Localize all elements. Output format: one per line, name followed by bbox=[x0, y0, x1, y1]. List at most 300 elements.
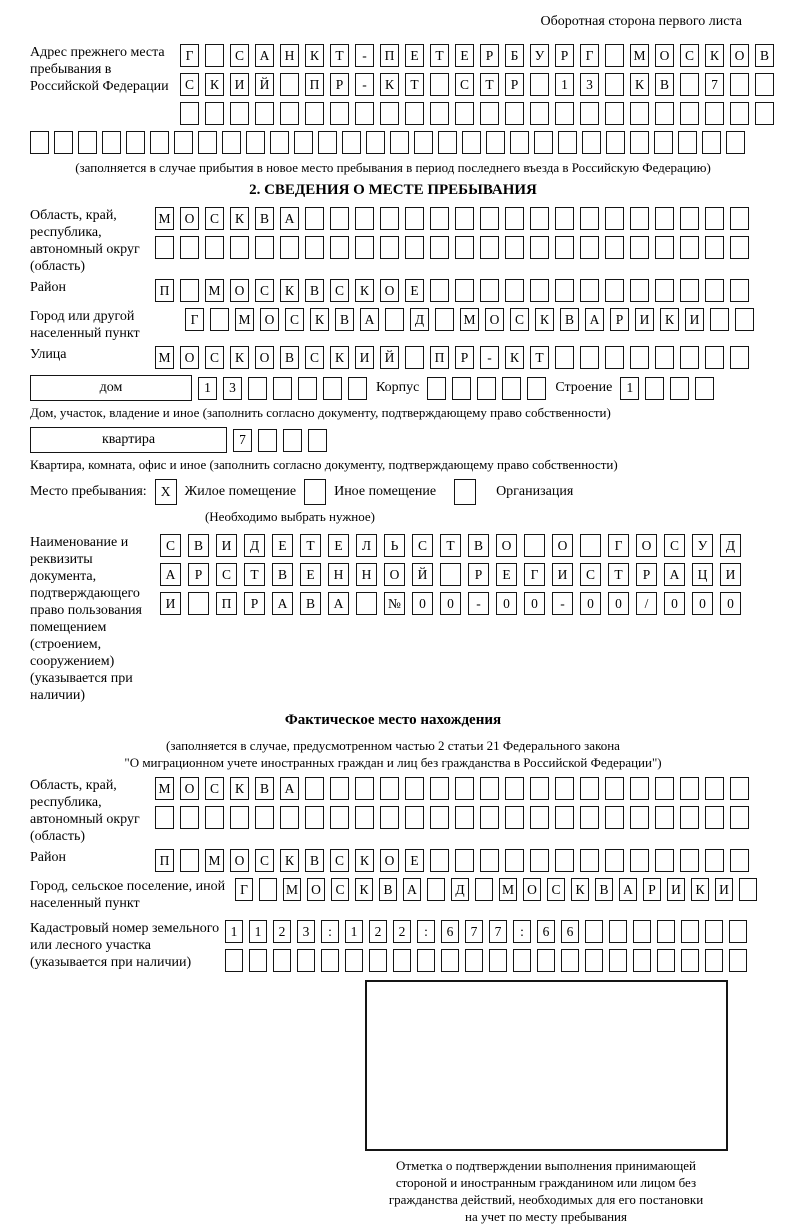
char-cell[interactable]: А bbox=[160, 563, 181, 586]
char-cell[interactable]: 2 bbox=[273, 920, 291, 943]
char-cell[interactable] bbox=[630, 102, 649, 125]
char-cell[interactable]: С bbox=[547, 878, 565, 901]
char-cell[interactable]: М bbox=[460, 308, 479, 331]
char-cell[interactable] bbox=[366, 131, 385, 154]
char-cell[interactable]: С bbox=[160, 534, 181, 557]
house-type-box[interactable]: дом bbox=[30, 375, 192, 401]
char-cell[interactable] bbox=[580, 534, 601, 557]
char-cell[interactable]: О bbox=[496, 534, 517, 557]
char-cell[interactable]: Н bbox=[356, 563, 377, 586]
char-cell[interactable] bbox=[455, 207, 474, 230]
char-cell[interactable]: - bbox=[468, 592, 489, 615]
char-cell[interactable] bbox=[452, 377, 471, 400]
char-cell[interactable] bbox=[630, 346, 649, 369]
char-cell[interactable]: П bbox=[216, 592, 237, 615]
char-cell[interactable] bbox=[605, 102, 624, 125]
char-cell[interactable]: М bbox=[235, 308, 254, 331]
char-cell[interactable]: Е bbox=[328, 534, 349, 557]
char-cell[interactable]: О bbox=[380, 849, 399, 872]
char-cell[interactable]: Р bbox=[505, 73, 524, 96]
char-cell[interactable]: 2 bbox=[393, 920, 411, 943]
char-cell[interactable] bbox=[270, 131, 289, 154]
char-cell[interactable]: - bbox=[355, 44, 374, 67]
char-cell[interactable] bbox=[489, 949, 507, 972]
char-cell[interactable]: М bbox=[205, 279, 224, 302]
char-cell[interactable]: 7 bbox=[705, 73, 724, 96]
char-cell[interactable]: О bbox=[260, 308, 279, 331]
char-cell[interactable]: У bbox=[530, 44, 549, 67]
char-cell[interactable] bbox=[739, 878, 757, 901]
char-cell[interactable] bbox=[249, 949, 267, 972]
char-cell[interactable] bbox=[430, 73, 449, 96]
char-cell[interactable] bbox=[430, 849, 449, 872]
char-cell[interactable] bbox=[585, 920, 603, 943]
char-cell[interactable] bbox=[321, 949, 339, 972]
char-cell[interactable]: В bbox=[272, 563, 293, 586]
char-cell[interactable] bbox=[530, 236, 549, 259]
char-cell[interactable] bbox=[580, 236, 599, 259]
char-cell[interactable] bbox=[475, 878, 493, 901]
char-cell[interactable] bbox=[655, 279, 674, 302]
char-cell[interactable] bbox=[258, 429, 277, 452]
char-cell[interactable]: 3 bbox=[297, 920, 315, 943]
char-cell[interactable] bbox=[305, 102, 324, 125]
char-cell[interactable]: И bbox=[685, 308, 704, 331]
char-cell[interactable] bbox=[280, 102, 299, 125]
char-cell[interactable] bbox=[102, 131, 121, 154]
char-cell[interactable]: Е bbox=[300, 563, 321, 586]
char-cell[interactable] bbox=[174, 131, 193, 154]
char-cell[interactable] bbox=[462, 131, 481, 154]
char-cell[interactable] bbox=[323, 377, 342, 400]
char-cell[interactable] bbox=[255, 236, 274, 259]
char-cell[interactable] bbox=[755, 73, 774, 96]
char-cell[interactable]: С bbox=[664, 534, 685, 557]
char-cell[interactable] bbox=[580, 207, 599, 230]
char-cell[interactable]: 6 bbox=[537, 920, 555, 943]
char-cell[interactable]: А bbox=[272, 592, 293, 615]
char-cell[interactable] bbox=[283, 429, 302, 452]
char-cell[interactable]: 0 bbox=[692, 592, 713, 615]
char-cell[interactable]: Е bbox=[272, 534, 293, 557]
char-cell[interactable]: 1 bbox=[345, 920, 363, 943]
char-cell[interactable]: Е bbox=[405, 279, 424, 302]
char-cell[interactable]: В bbox=[255, 207, 274, 230]
char-cell[interactable] bbox=[655, 207, 674, 230]
char-cell[interactable]: Т bbox=[330, 44, 349, 67]
char-cell[interactable]: Т bbox=[405, 73, 424, 96]
char-cell[interactable] bbox=[430, 207, 449, 230]
char-cell[interactable]: М bbox=[630, 44, 649, 67]
char-cell[interactable] bbox=[729, 920, 747, 943]
char-cell[interactable] bbox=[655, 806, 674, 829]
char-cell[interactable] bbox=[580, 849, 599, 872]
char-cell[interactable]: Р bbox=[555, 44, 574, 67]
char-cell[interactable]: - bbox=[355, 73, 374, 96]
char-cell[interactable]: 0 bbox=[580, 592, 601, 615]
char-cell[interactable] bbox=[630, 131, 649, 154]
char-cell[interactable]: А bbox=[585, 308, 604, 331]
char-cell[interactable] bbox=[222, 131, 241, 154]
char-cell[interactable]: Н bbox=[328, 563, 349, 586]
char-cell[interactable] bbox=[555, 346, 574, 369]
char-cell[interactable] bbox=[561, 949, 579, 972]
char-cell[interactable] bbox=[630, 279, 649, 302]
char-cell[interactable]: С bbox=[305, 346, 324, 369]
char-cell[interactable] bbox=[510, 131, 529, 154]
char-cell[interactable]: : bbox=[513, 920, 531, 943]
char-cell[interactable]: П bbox=[430, 346, 449, 369]
char-cell[interactable]: Г bbox=[185, 308, 204, 331]
char-cell[interactable] bbox=[555, 102, 574, 125]
char-cell[interactable]: И bbox=[715, 878, 733, 901]
char-cell[interactable] bbox=[605, 73, 624, 96]
char-cell[interactable] bbox=[441, 949, 459, 972]
char-cell[interactable] bbox=[78, 131, 97, 154]
char-cell[interactable] bbox=[486, 131, 505, 154]
char-cell[interactable] bbox=[405, 806, 424, 829]
char-cell[interactable] bbox=[155, 806, 174, 829]
char-cell[interactable]: В bbox=[305, 279, 324, 302]
char-cell[interactable]: И bbox=[230, 73, 249, 96]
char-cell[interactable]: О bbox=[730, 44, 749, 67]
char-cell[interactable] bbox=[730, 806, 749, 829]
stay-type-checkbox-residential[interactable]: X bbox=[155, 479, 177, 505]
char-cell[interactable]: - bbox=[552, 592, 573, 615]
char-cell[interactable] bbox=[705, 806, 724, 829]
char-cell[interactable]: С bbox=[285, 308, 304, 331]
char-cell[interactable]: 3 bbox=[223, 377, 242, 400]
char-cell[interactable] bbox=[305, 806, 324, 829]
char-cell[interactable] bbox=[705, 102, 724, 125]
char-cell[interactable] bbox=[755, 102, 774, 125]
char-cell[interactable]: Р bbox=[636, 563, 657, 586]
char-cell[interactable]: О bbox=[485, 308, 504, 331]
char-cell[interactable] bbox=[605, 207, 624, 230]
char-cell[interactable]: : bbox=[321, 920, 339, 943]
char-cell[interactable] bbox=[680, 207, 699, 230]
char-cell[interactable] bbox=[710, 308, 729, 331]
char-cell[interactable] bbox=[605, 849, 624, 872]
char-cell[interactable] bbox=[530, 777, 549, 800]
char-cell[interactable] bbox=[580, 346, 599, 369]
char-cell[interactable] bbox=[527, 377, 546, 400]
char-cell[interactable] bbox=[480, 236, 499, 259]
char-cell[interactable]: 6 bbox=[441, 920, 459, 943]
char-cell[interactable] bbox=[417, 949, 435, 972]
char-cell[interactable] bbox=[308, 429, 327, 452]
char-cell[interactable]: К bbox=[355, 279, 374, 302]
char-cell[interactable] bbox=[355, 236, 374, 259]
char-cell[interactable] bbox=[730, 73, 749, 96]
char-cell[interactable] bbox=[505, 806, 524, 829]
char-cell[interactable] bbox=[558, 131, 577, 154]
char-cell[interactable]: С bbox=[455, 73, 474, 96]
char-cell[interactable]: М bbox=[155, 777, 174, 800]
char-cell[interactable] bbox=[150, 131, 169, 154]
char-cell[interactable] bbox=[455, 102, 474, 125]
char-cell[interactable] bbox=[180, 806, 199, 829]
char-cell[interactable]: А bbox=[328, 592, 349, 615]
char-cell[interactable] bbox=[205, 806, 224, 829]
char-cell[interactable] bbox=[455, 236, 474, 259]
char-cell[interactable] bbox=[630, 806, 649, 829]
char-cell[interactable]: Й bbox=[412, 563, 433, 586]
char-cell[interactable] bbox=[702, 131, 721, 154]
char-cell[interactable] bbox=[330, 777, 349, 800]
char-cell[interactable]: И bbox=[635, 308, 654, 331]
char-cell[interactable] bbox=[705, 279, 724, 302]
char-cell[interactable] bbox=[255, 102, 274, 125]
char-cell[interactable] bbox=[537, 949, 555, 972]
char-cell[interactable] bbox=[390, 131, 409, 154]
char-cell[interactable]: К bbox=[535, 308, 554, 331]
char-cell[interactable] bbox=[430, 777, 449, 800]
char-cell[interactable]: Р bbox=[188, 563, 209, 586]
char-cell[interactable]: 0 bbox=[412, 592, 433, 615]
char-cell[interactable] bbox=[205, 44, 224, 67]
char-cell[interactable] bbox=[480, 777, 499, 800]
char-cell[interactable]: К bbox=[705, 44, 724, 67]
char-cell[interactable] bbox=[480, 102, 499, 125]
char-cell[interactable]: А bbox=[664, 563, 685, 586]
char-cell[interactable] bbox=[30, 131, 49, 154]
char-cell[interactable]: Р bbox=[244, 592, 265, 615]
char-cell[interactable]: 0 bbox=[524, 592, 545, 615]
char-cell[interactable]: Е bbox=[405, 849, 424, 872]
char-cell[interactable]: Е bbox=[455, 44, 474, 67]
char-cell[interactable]: Т bbox=[530, 346, 549, 369]
char-cell[interactable]: К bbox=[355, 878, 373, 901]
char-cell[interactable] bbox=[505, 102, 524, 125]
char-cell[interactable]: О bbox=[655, 44, 674, 67]
char-cell[interactable] bbox=[705, 849, 724, 872]
char-cell[interactable] bbox=[435, 308, 454, 331]
char-cell[interactable]: Д bbox=[720, 534, 741, 557]
char-cell[interactable]: О bbox=[180, 777, 199, 800]
char-cell[interactable] bbox=[230, 806, 249, 829]
char-cell[interactable] bbox=[355, 207, 374, 230]
char-cell[interactable]: О bbox=[384, 563, 405, 586]
char-cell[interactable] bbox=[294, 131, 313, 154]
char-cell[interactable] bbox=[605, 236, 624, 259]
char-cell[interactable]: С bbox=[230, 44, 249, 67]
char-cell[interactable] bbox=[630, 207, 649, 230]
char-cell[interactable]: Р bbox=[610, 308, 629, 331]
char-cell[interactable] bbox=[505, 849, 524, 872]
char-cell[interactable] bbox=[356, 592, 377, 615]
char-cell[interactable] bbox=[678, 131, 697, 154]
char-cell[interactable] bbox=[355, 806, 374, 829]
char-cell[interactable] bbox=[414, 131, 433, 154]
char-cell[interactable] bbox=[705, 777, 724, 800]
char-cell[interactable] bbox=[225, 949, 243, 972]
char-cell[interactable] bbox=[705, 236, 724, 259]
char-cell[interactable] bbox=[380, 806, 399, 829]
char-cell[interactable] bbox=[730, 236, 749, 259]
char-cell[interactable]: К bbox=[280, 279, 299, 302]
char-cell[interactable] bbox=[605, 806, 624, 829]
char-cell[interactable] bbox=[530, 806, 549, 829]
char-cell[interactable]: М bbox=[155, 207, 174, 230]
char-cell[interactable] bbox=[681, 920, 699, 943]
char-cell[interactable]: С bbox=[331, 878, 349, 901]
char-cell[interactable]: К bbox=[691, 878, 709, 901]
char-cell[interactable]: О bbox=[523, 878, 541, 901]
char-cell[interactable] bbox=[405, 236, 424, 259]
char-cell[interactable] bbox=[348, 377, 367, 400]
char-cell[interactable]: М bbox=[283, 878, 301, 901]
char-cell[interactable]: О bbox=[230, 849, 249, 872]
char-cell[interactable]: В bbox=[560, 308, 579, 331]
char-cell[interactable]: С bbox=[510, 308, 529, 331]
char-cell[interactable]: Д bbox=[244, 534, 265, 557]
char-cell[interactable]: Г bbox=[580, 44, 599, 67]
char-cell[interactable]: О bbox=[230, 279, 249, 302]
char-cell[interactable] bbox=[681, 949, 699, 972]
char-cell[interactable] bbox=[524, 534, 545, 557]
char-cell[interactable] bbox=[730, 346, 749, 369]
char-cell[interactable] bbox=[730, 849, 749, 872]
char-cell[interactable]: О bbox=[380, 279, 399, 302]
char-cell[interactable]: 2 bbox=[369, 920, 387, 943]
char-cell[interactable] bbox=[555, 279, 574, 302]
char-cell[interactable]: Г bbox=[524, 563, 545, 586]
char-cell[interactable] bbox=[280, 73, 299, 96]
char-cell[interactable] bbox=[54, 131, 73, 154]
char-cell[interactable] bbox=[680, 806, 699, 829]
char-cell[interactable]: Р bbox=[330, 73, 349, 96]
char-cell[interactable] bbox=[555, 207, 574, 230]
char-cell[interactable]: П bbox=[155, 279, 174, 302]
char-cell[interactable]: В bbox=[255, 777, 274, 800]
char-cell[interactable] bbox=[580, 279, 599, 302]
char-cell[interactable]: - bbox=[480, 346, 499, 369]
char-cell[interactable]: В bbox=[280, 346, 299, 369]
char-cell[interactable]: 7 bbox=[465, 920, 483, 943]
char-cell[interactable]: П bbox=[305, 73, 324, 96]
char-cell[interactable] bbox=[585, 949, 603, 972]
char-cell[interactable] bbox=[680, 102, 699, 125]
char-cell[interactable]: 0 bbox=[608, 592, 629, 615]
char-cell[interactable] bbox=[440, 563, 461, 586]
char-cell[interactable] bbox=[305, 777, 324, 800]
char-cell[interactable] bbox=[735, 308, 754, 331]
char-cell[interactable] bbox=[670, 377, 689, 400]
char-cell[interactable] bbox=[705, 346, 724, 369]
char-cell[interactable]: 7 bbox=[489, 920, 507, 943]
char-cell[interactable] bbox=[605, 44, 624, 67]
char-cell[interactable]: К bbox=[280, 849, 299, 872]
char-cell[interactable] bbox=[655, 346, 674, 369]
char-cell[interactable]: Ц bbox=[692, 563, 713, 586]
char-cell[interactable] bbox=[380, 207, 399, 230]
char-cell[interactable]: Е bbox=[405, 44, 424, 67]
char-cell[interactable]: 1 bbox=[620, 377, 639, 400]
char-cell[interactable]: Ь bbox=[384, 534, 405, 557]
char-cell[interactable]: В bbox=[468, 534, 489, 557]
char-cell[interactable]: К bbox=[571, 878, 589, 901]
char-cell[interactable] bbox=[555, 806, 574, 829]
char-cell[interactable]: Р bbox=[468, 563, 489, 586]
char-cell[interactable] bbox=[645, 377, 664, 400]
char-cell[interactable]: К bbox=[355, 849, 374, 872]
char-cell[interactable]: В bbox=[595, 878, 613, 901]
char-cell[interactable] bbox=[330, 207, 349, 230]
char-cell[interactable]: А bbox=[280, 207, 299, 230]
char-cell[interactable]: С bbox=[216, 563, 237, 586]
char-cell[interactable]: К bbox=[630, 73, 649, 96]
char-cell[interactable] bbox=[205, 102, 224, 125]
char-cell[interactable]: Р bbox=[643, 878, 661, 901]
char-cell[interactable] bbox=[655, 102, 674, 125]
char-cell[interactable]: Й bbox=[380, 346, 399, 369]
char-cell[interactable] bbox=[455, 849, 474, 872]
char-cell[interactable] bbox=[345, 949, 363, 972]
char-cell[interactable]: К bbox=[230, 207, 249, 230]
char-cell[interactable]: Е bbox=[496, 563, 517, 586]
char-cell[interactable]: С bbox=[330, 279, 349, 302]
char-cell[interactable] bbox=[259, 878, 277, 901]
char-cell[interactable] bbox=[455, 777, 474, 800]
char-cell[interactable] bbox=[530, 849, 549, 872]
char-cell[interactable]: 1 bbox=[555, 73, 574, 96]
char-cell[interactable] bbox=[248, 377, 267, 400]
char-cell[interactable]: И bbox=[216, 534, 237, 557]
char-cell[interactable]: К bbox=[310, 308, 329, 331]
char-cell[interactable]: А bbox=[619, 878, 637, 901]
char-cell[interactable] bbox=[480, 849, 499, 872]
char-cell[interactable] bbox=[730, 279, 749, 302]
char-cell[interactable]: А bbox=[255, 44, 274, 67]
char-cell[interactable]: 0 bbox=[664, 592, 685, 615]
char-cell[interactable] bbox=[393, 949, 411, 972]
char-cell[interactable]: 1 bbox=[198, 377, 217, 400]
char-cell[interactable]: Т bbox=[608, 563, 629, 586]
char-cell[interactable] bbox=[280, 236, 299, 259]
char-cell[interactable] bbox=[405, 102, 424, 125]
char-cell[interactable] bbox=[530, 73, 549, 96]
char-cell[interactable] bbox=[705, 207, 724, 230]
char-cell[interactable]: У bbox=[692, 534, 713, 557]
char-cell[interactable] bbox=[505, 236, 524, 259]
char-cell[interactable] bbox=[180, 236, 199, 259]
char-cell[interactable] bbox=[705, 920, 723, 943]
char-cell[interactable] bbox=[680, 279, 699, 302]
char-cell[interactable] bbox=[342, 131, 361, 154]
char-cell[interactable] bbox=[657, 949, 675, 972]
char-cell[interactable] bbox=[455, 279, 474, 302]
char-cell[interactable] bbox=[655, 777, 674, 800]
char-cell[interactable] bbox=[188, 592, 209, 615]
char-cell[interactable] bbox=[513, 949, 531, 972]
char-cell[interactable] bbox=[605, 777, 624, 800]
char-cell[interactable]: М bbox=[499, 878, 517, 901]
char-cell[interactable]: 7 bbox=[233, 429, 252, 452]
char-cell[interactable]: Т bbox=[244, 563, 265, 586]
char-cell[interactable] bbox=[480, 806, 499, 829]
char-cell[interactable]: № bbox=[384, 592, 405, 615]
char-cell[interactable] bbox=[680, 849, 699, 872]
char-cell[interactable]: В bbox=[335, 308, 354, 331]
char-cell[interactable]: П bbox=[155, 849, 174, 872]
char-cell[interactable] bbox=[580, 806, 599, 829]
char-cell[interactable] bbox=[405, 207, 424, 230]
stay-type-checkbox-other[interactable] bbox=[304, 479, 326, 505]
char-cell[interactable]: 3 bbox=[580, 73, 599, 96]
char-cell[interactable] bbox=[126, 131, 145, 154]
char-cell[interactable]: К bbox=[330, 346, 349, 369]
